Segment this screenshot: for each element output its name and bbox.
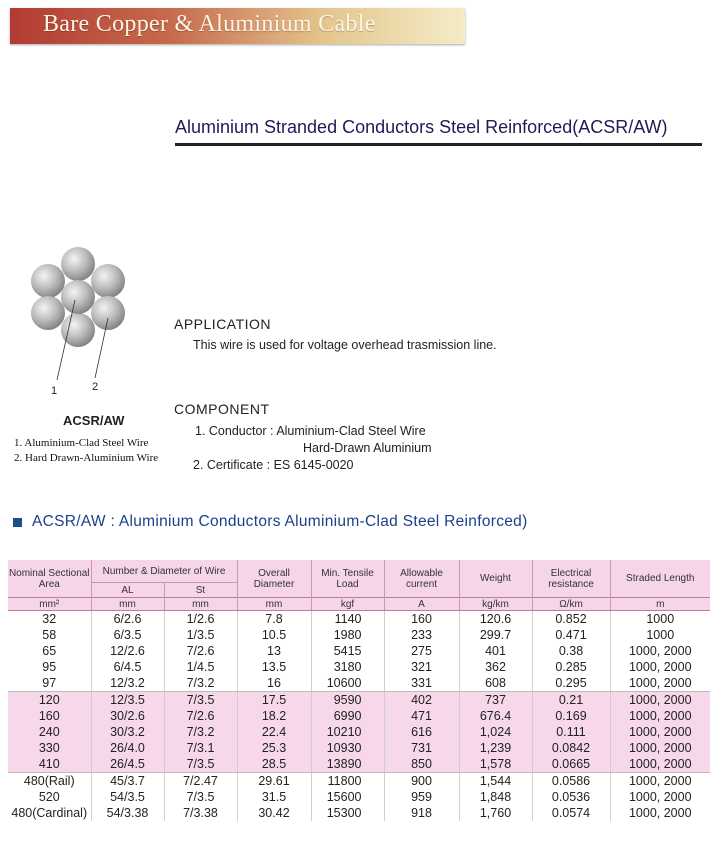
cell-nominal-area: 120 [8,692,91,709]
cell-al-wire: 12/2.6 [91,643,164,659]
cell-al-wire: 30/2.6 [91,708,164,724]
component-line-1 [195,424,426,438]
unit-cell: mm [91,598,164,611]
cell-allowable-current: 275 [384,643,459,659]
cell-overall-diameter: 10.5 [237,627,311,643]
cell-tensile-load: 15300 [311,805,384,821]
cell-straded-length: 1000, 2000 [610,756,710,773]
unit-cell: mm [164,598,237,611]
cell-allowable-current: 731 [384,740,459,756]
cell-electrical-resistance: 0.0574 [532,805,610,821]
core-wire-icon [61,280,95,314]
cell-allowable-current: 402 [384,692,459,709]
cell-allowable-current: 471 [384,708,459,724]
outer-wire-icon [31,296,65,330]
outer-wire-icon [31,264,65,298]
cell-weight: 1,578 [459,756,532,773]
cell-nominal-area: 410 [8,756,91,773]
cell-overall-diameter: 30.42 [237,805,311,821]
cell-allowable-current: 321 [384,659,459,675]
application-text: This wire is used for voltage overhead trasmission line. [193,338,497,352]
cell-st-wire: 7/3.5 [164,756,237,773]
cell-weight: 1,024 [459,724,532,740]
unit-cell: mm [237,598,311,611]
cell-st-wire: 1/3.5 [164,627,237,643]
cell-straded-length: 1000, 2000 [610,643,710,659]
cell-al-wire: 45/3.7 [91,773,164,790]
cell-nominal-area: 97 [8,675,91,692]
header-number-diameter: Number & Diameter of Wire [91,560,237,583]
cell-al-wire: 6/3.5 [91,627,164,643]
table-row [8,805,710,821]
cell-nominal-area: 480(Cardinal) [11,806,88,820]
outer-wire-icon [61,313,95,347]
table-body [8,611,710,822]
cell-tensile-load: 13890 [311,756,384,773]
cell-tensile-load: 9590 [311,692,384,709]
cell-weight: 299.7 [459,627,532,643]
table-row [8,611,710,628]
cell-electrical-resistance: 0.0665 [532,756,610,773]
cell-electrical-resistance: 0.38 [532,643,610,659]
cell-nominal-area: 65 [42,644,57,658]
cell-electrical-resistance: 0.471 [532,627,610,643]
table-row [8,692,710,709]
cell-st-wire: 7/3.38 [164,805,237,821]
table-title: ACSR/AW : Aluminium Conductors Aluminium-Clad Steel Reinforced) [32,513,528,530]
cell-nominal-area: 520 [38,790,60,804]
cell-st-wire: 1/4.5 [164,659,237,675]
cell-al-wire: 54/3.38 [91,805,164,821]
cell-st-wire: 7/3.2 [164,724,237,740]
table-row [8,756,710,773]
cell-al-wire: 6/4.5 [91,659,164,675]
cell-straded-length: 1000 [610,611,710,628]
component-line-2: Hard-Drawn Aluminium [303,441,432,455]
cell-tensile-load: 10600 [311,675,384,692]
cell-overall-diameter: 31.5 [237,789,311,805]
header-overall-diameter: Overall Diameter [237,560,311,598]
cell-st-wire: 7/2.47 [164,773,237,790]
cell-overall-diameter: 25.3 [237,740,311,756]
figure-legend [14,436,158,466]
unit-cell: mm² [8,598,91,611]
cell-straded-length: 1000, 2000 [610,773,710,790]
header-electrical-resistance: Electrical resistance [532,560,610,598]
conductor-cross-section-diagram [25,238,135,398]
header-banner [10,8,465,44]
cell-weight: 120.6 [459,611,532,628]
cell-al-wire: 26/4.0 [91,740,164,756]
cell-weight: 676.4 [459,708,532,724]
cell-weight: 1,848 [459,789,532,805]
cell-st-wire: 7/3.5 [164,692,237,709]
cell-overall-diameter: 7.8 [237,611,311,628]
cell-overall-diameter: 13.5 [237,659,311,675]
component-heading: COMPONENT [174,401,270,417]
legend-item-2: 2. Hard Drawn-Aluminium Wire [14,452,159,464]
specification-table [8,560,710,821]
cell-st-wire: 7/2.6 [164,643,237,659]
cell-electrical-resistance: 0.285 [532,659,610,675]
cell-tensile-load: 10930 [311,740,384,756]
table-row [8,740,710,756]
square-bullet-icon [13,518,22,527]
header-tensile-load: Min. Tensile Load [311,560,384,598]
table-title-row [13,513,528,531]
cell-overall-diameter: 13 [237,643,311,659]
cell-al-wire: 54/3.5 [91,789,164,805]
component-line-1-label: 1. Conductor : [195,424,277,438]
cell-allowable-current: 616 [384,724,459,740]
cell-allowable-current: 900 [384,773,459,790]
outer-wire-icon [91,264,125,298]
unit-cell: kg/km [459,598,532,611]
cell-electrical-resistance: 0.111 [532,724,610,740]
cell-al-wire: 12/3.2 [91,675,164,692]
table-row [8,789,710,805]
cell-allowable-current: 918 [384,805,459,821]
cell-tensile-load: 6990 [311,708,384,724]
cell-nominal-area: 240 [8,724,91,740]
header-straded-length: Straded Length [610,560,710,598]
header-nominal-area: Nominal Sectional Area [8,567,90,590]
cell-al-wire: 6/2.6 [91,611,164,628]
component-line-1-value: Aluminium-Clad Steel Wire [276,424,426,438]
header-weight: Weight [459,560,532,598]
cell-electrical-resistance: 0.169 [532,708,610,724]
cell-st-wire: 7/2.6 [164,708,237,724]
cell-straded-length: 1000 [610,627,710,643]
cell-weight: 608 [459,675,532,692]
cell-electrical-resistance: 0.21 [532,692,610,709]
cell-straded-length: 1000, 2000 [610,740,710,756]
outer-wire-icon [91,296,125,330]
cell-allowable-current: 233 [384,627,459,643]
banner-title: Bare Copper & Aluminium Cable [43,11,376,37]
unit-cell: A [384,598,459,611]
cell-straded-length: 1000, 2000 [610,724,710,740]
cell-weight: 401 [459,643,532,659]
cell-allowable-current: 959 [384,789,459,805]
cell-straded-length: 1000, 2000 [610,692,710,709]
cell-nominal-area: 160 [8,708,91,724]
table-row [8,627,710,643]
cell-tensile-load: 1980 [311,627,384,643]
marker-2: 2 [92,381,99,393]
cell-electrical-resistance: 0.0536 [532,789,610,805]
table-row [8,708,710,724]
cell-weight: 362 [459,659,532,675]
cell-tensile-load: 11800 [311,773,384,790]
table-row [8,724,710,740]
cell-al-wire: 12/3.5 [91,692,164,709]
cell-st-wire: 7/3.1 [164,740,237,756]
cell-nominal-area: 58 [42,628,57,642]
cell-overall-diameter: 28.5 [237,756,311,773]
cell-st-wire: 1/2.6 [164,611,237,628]
unit-cell: kgf [311,598,384,611]
table-row [8,675,710,692]
cell-tensile-load: 3180 [311,659,384,675]
cell-allowable-current: 850 [384,756,459,773]
cell-allowable-current: 331 [384,675,459,692]
legend-item-1: 1. Aluminium-Clad Steel Wire [14,437,149,449]
table-row [8,773,710,790]
cell-overall-diameter: 22.4 [237,724,311,740]
unit-cell: m [610,598,710,611]
cell-overall-diameter: 18.2 [237,708,311,724]
table-row [8,643,710,659]
cell-weight: 1,239 [459,740,532,756]
cell-overall-diameter: 17.5 [237,692,311,709]
cell-tensile-load: 1140 [311,611,384,628]
cell-al-wire: 26/4.5 [91,756,164,773]
cell-electrical-resistance: 0.0586 [532,773,610,790]
cell-tensile-load: 5415 [311,643,384,659]
cell-weight: 1,544 [459,773,532,790]
cell-overall-diameter: 29.61 [237,773,311,790]
cell-straded-length: 1000, 2000 [610,805,710,821]
cell-nominal-area: 480(Rail) [23,774,75,788]
figure-name: ACSR/AW [63,413,125,428]
cell-weight: 737 [459,692,532,709]
page-title: Aluminium Stranded Conductors Steel Reinforced(ACSR/AW) [175,117,668,137]
cell-straded-length: 1000, 2000 [610,789,710,805]
cell-st-wire: 7/3.2 [164,675,237,692]
cell-weight: 1,760 [459,805,532,821]
cell-st-wire: 7/3.5 [164,789,237,805]
header-allowable-current: Allowable current [384,560,459,598]
title-divider [175,143,702,146]
cell-tensile-load: 10210 [311,724,384,740]
unit-cell: Ω/km [532,598,610,611]
cell-tensile-load: 15600 [311,789,384,805]
cell-electrical-resistance: 0.852 [532,611,610,628]
cell-straded-length: 1000, 2000 [610,659,710,675]
cell-overall-diameter: 16 [237,675,311,692]
application-heading: APPLICATION [174,316,272,332]
cell-straded-length: 1000, 2000 [610,675,710,692]
cell-al-wire: 30/3.2 [91,724,164,740]
outer-wire-icon [61,247,95,281]
cell-nominal-area: 330 [8,740,91,756]
cell-electrical-resistance: 0.295 [532,675,610,692]
table-row [8,659,710,675]
marker-1: 1 [51,385,58,397]
cell-electrical-resistance: 0.0842 [532,740,610,756]
cell-straded-length: 1000, 2000 [610,708,710,724]
component-line-3: 2. Certificate : ES 6145-0020 [193,458,354,472]
cell-nominal-area: 32 [42,612,57,626]
cell-allowable-current: 160 [384,611,459,628]
header-st: St [164,583,237,598]
cell-nominal-area: 95 [42,660,57,674]
header-al: AL [91,583,164,598]
